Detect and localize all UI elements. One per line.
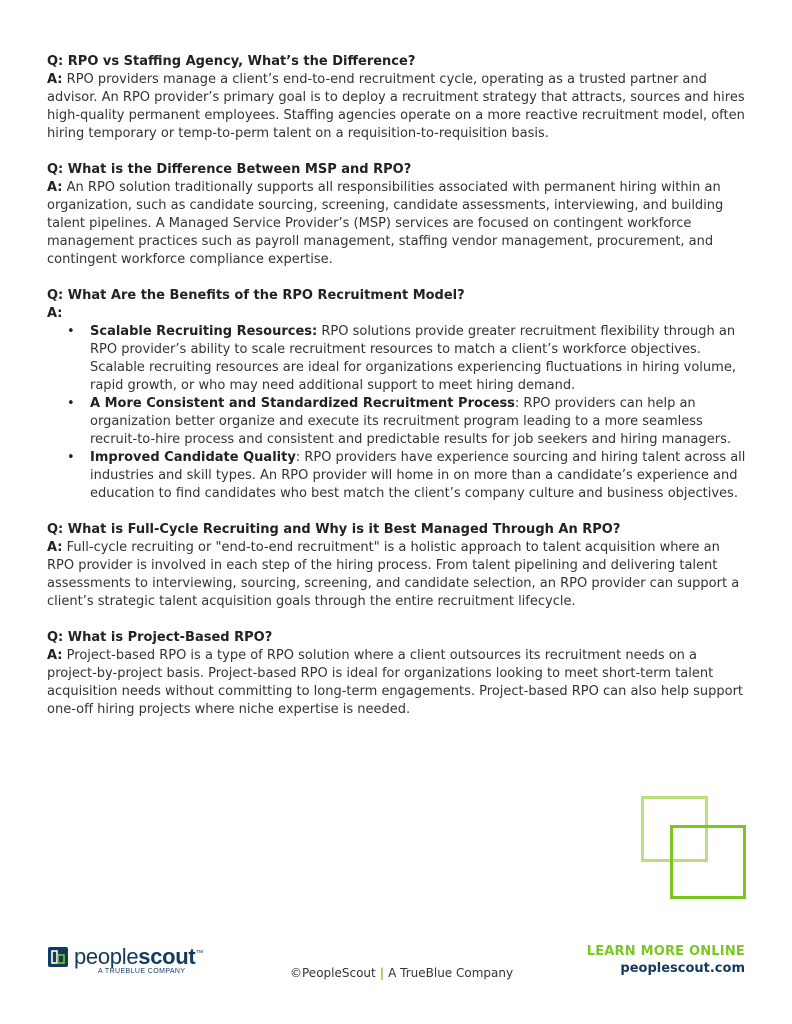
logo-row (48, 944, 203, 970)
answer-label: A: (47, 540, 63, 555)
company-text: A TrueBlue Company (388, 966, 514, 980)
faq-question: Q: What is Project-Based RPO? (47, 630, 273, 645)
logo-tagline: A TRUEBLUE COMPANY (98, 968, 186, 975)
answer-label: A: (47, 648, 63, 663)
faq-item (47, 521, 747, 611)
bullet-title: Scalable Recruiting Resources: (90, 324, 318, 339)
answer-label: A: (47, 72, 63, 87)
copyright-text: ©PeopleScout (290, 966, 376, 980)
faq-answer (47, 647, 747, 719)
faq-answer (47, 539, 747, 611)
footer-cta (587, 944, 745, 976)
footer-copyright (290, 966, 513, 980)
list-item (90, 449, 747, 503)
list-item (90, 395, 747, 449)
bullet-title: Improved Candidate Quality (90, 450, 296, 465)
faq-question: Q: RPO vs Staffing Agency, What’s the Difference? (47, 54, 416, 69)
bullet-title: A More Consistent and Standardized Recruitment Process (90, 396, 515, 411)
answer-text: Project-based RPO is a type of RPO solution where a client outsources its recruitment needs on a project-by-project basis. Project-based RPO is ideal for organizations looking to meet short-term talent acquisition needs without committing to long-term engagements. Project-based RPO can also help support one-off hiring projects where niche expertise is needed. (47, 648, 744, 717)
benefits-list (47, 323, 747, 503)
faq-item (47, 629, 747, 719)
faq-question: Q: What is Full-Cycle Recruiting and Why is it Best Managed Through An RPO? (47, 522, 621, 537)
faq-answer (47, 71, 747, 143)
answer-text: RPO providers manage a client’s end-to-end recruitment cycle, operating as a trusted partner and advisor. An RPO provider’s primary goal is to deploy a recruitment strategy that attracts, sources and hires high-quality permanent employees. Staffing agencies operate on a more reactive recruitment model, often hiring temporary or temp-to-perm talent on a requisition-to-requisition basis. (47, 72, 745, 141)
website-link[interactable]: peoplescout.com (620, 961, 745, 976)
faq-content (47, 53, 747, 737)
peoplescout-logo[interactable] (48, 944, 203, 975)
logo-trademark: ™ (195, 948, 204, 958)
faq-item (47, 287, 747, 503)
faq-question: Q: What is the Difference Between MSP and RPO? (47, 162, 412, 177)
bullet-text: : RPO providers have experience sourcing and hiring talent across all industries and skill types. An RPO provider will home in on more than a candidate’s experience and education to find candidates who best match the client’s company culture and business objectives. (90, 450, 746, 501)
answer-text: An RPO solution traditionally supports all responsibilities associated with permanent hiring within an organization, such as candidate sourcing, screening, candidate assessments, interviewing, and building talent pipelines. A Managed Service Provider’s (MSP) services are focused on contingent workforce management practices such as payroll management, staffing vendor management, procurement, and contingent workforce compliance expertise. (47, 180, 724, 267)
answer-label: A: (47, 180, 63, 195)
footer-separator: | (379, 966, 385, 980)
faq-question: Q: What Are the Benefits of the RPO Recruitment Model? (47, 288, 465, 303)
answer-text: Full-cycle recruiting or "end-to-end recruitment" is a holistic approach to talent acquisition where an RPO provider is involved in each step of the hiring process. From talent pipelining and delivering talent assessments to interviewing, sourcing, screening, and candidate selection, an RPO provider can support a client’s strategic talent acquisition goals through the entire recruitment lifecycle. (47, 540, 740, 609)
peoplescout-logo-icon (48, 947, 68, 967)
bullet-text: : RPO providers can help an organization better organize and execute its recruitment program leading to a more seamless recruit-to-hire process and consistent and predictable results for job seekers and hiring managers. (90, 396, 731, 447)
logo-wordmark (74, 944, 203, 970)
faq-item (47, 161, 747, 269)
list-item (90, 323, 747, 395)
logo-people: people (74, 944, 139, 969)
faq-item (47, 53, 747, 143)
decorative-square-dark (670, 825, 746, 899)
answer-label: A: (47, 306, 63, 321)
learn-more-label: LEARN MORE ONLINE (586, 944, 745, 959)
bullet-text: RPO solutions provide greater recruitment flexibility through an RPO provider’s ability to scale recruitment resources to match a client’s workforce objectives. Scalable recruiting resources are ideal for organizations experiencing fluctuations in hiring volume, rapid growth, or who may need additional support to meet hiring demand. (90, 324, 736, 393)
faq-answer (47, 179, 747, 269)
logo-scout: scout (138, 944, 196, 969)
